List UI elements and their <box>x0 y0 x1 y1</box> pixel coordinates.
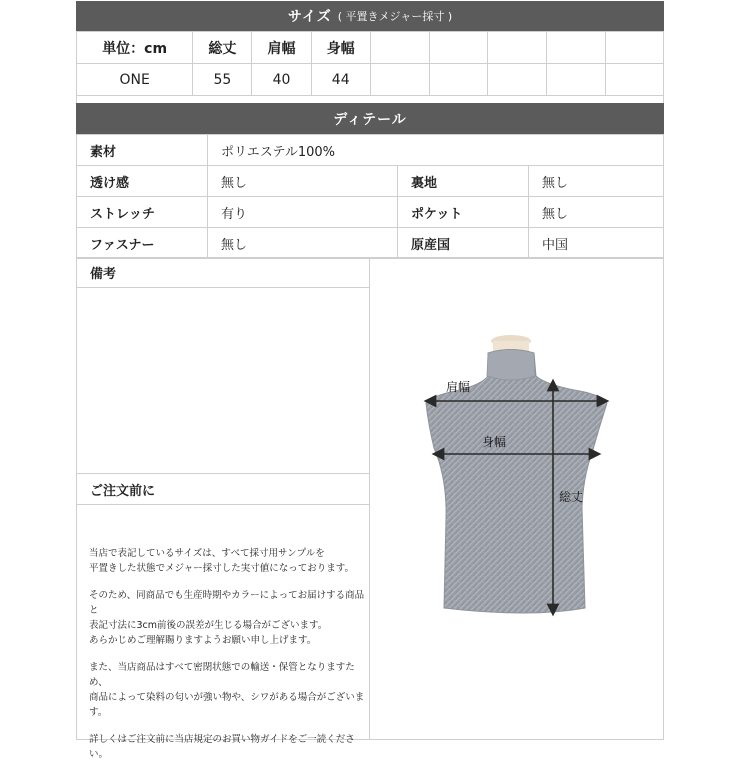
size-header-chest: 身幅 <box>311 32 370 64</box>
size-header-empty <box>429 32 488 64</box>
garment-collar <box>487 350 535 381</box>
detail-label-material: 素材 <box>77 135 208 166</box>
notes-line: 商品によって染料の匂いが強い物や、シワがある場合がございます。 <box>89 692 365 718</box>
notes-line: 詳しくはご注文前に当店規定のお買い物ガイドをご一読ください。 <box>89 734 355 760</box>
detail-value-material: ポリエステル100% <box>208 135 664 166</box>
detail-value-origin: 中国 <box>529 228 664 259</box>
detail-label-stretch: ストレッチ <box>77 197 208 228</box>
size-cell-empty <box>370 64 429 96</box>
size-cell-empty <box>429 64 488 96</box>
notes-line: また、当店商品はすべて密閉状態での輸送・保管となりますため、 <box>89 662 355 688</box>
detail-label-transparency: 透け感 <box>77 166 208 197</box>
size-cell-length: 55 <box>193 64 252 96</box>
detail-label-lining: 裏地 <box>398 166 529 197</box>
detail-value-transparency: 無し <box>208 166 398 197</box>
detail-table <box>76 134 664 259</box>
size-section-header <box>76 1 664 31</box>
order-notes-body <box>76 505 370 760</box>
size-header-empty <box>547 32 606 64</box>
detail-row <box>77 197 664 228</box>
size-cell-chest: 44 <box>311 64 370 96</box>
length-label: 総丈 <box>559 490 584 504</box>
product-image-panel <box>370 257 664 740</box>
size-table-row <box>77 64 664 96</box>
size-section-subtitle: ( 平置きメジャー採寸 ) <box>337 10 453 23</box>
order-notes-text <box>89 546 369 762</box>
size-table-header-row <box>77 32 664 64</box>
section-spacer <box>76 94 664 103</box>
detail-value-pocket: 無し <box>529 197 664 228</box>
size-header-empty <box>606 32 664 64</box>
size-cell-empty <box>547 64 606 96</box>
size-header-empty <box>370 32 429 64</box>
detail-section-header <box>76 103 664 134</box>
chest-label: 身幅 <box>482 435 507 449</box>
detail-label-zipper: ファスナー <box>77 228 208 259</box>
detail-row <box>77 228 664 259</box>
remarks-label <box>76 257 370 288</box>
shoulder-label: 肩幅 <box>446 380 471 394</box>
detail-label-origin: 原産国 <box>398 228 529 259</box>
notes-line: あらかじめご理解賜りますようお願い申し上げます。 <box>89 635 317 646</box>
notes-line: そのため、同商品でも生産時期やカラーによってお届けする商品と <box>89 590 365 616</box>
size-table <box>76 31 664 96</box>
size-section-title: サイズ <box>287 9 332 25</box>
size-header-length: 総丈 <box>193 32 252 64</box>
order-notes-label <box>76 474 370 505</box>
detail-value-lining: 無し <box>529 166 664 197</box>
size-header-shoulder: 肩幅 <box>252 32 311 64</box>
order-notes-title: ご注文前に <box>90 483 156 499</box>
size-header-unit: 単位：cm <box>77 32 193 64</box>
order-notes-paragraph <box>89 732 369 762</box>
order-notes-paragraph <box>89 588 369 648</box>
remarks-label-text: 備考 <box>90 267 117 282</box>
detail-value-zipper: 無し <box>208 228 398 259</box>
detail-value-stretch: 有り <box>208 197 398 228</box>
remarks-body <box>76 288 370 474</box>
size-cell-name: ONE <box>77 64 193 96</box>
notes-line: 平置きした状態でメジャー採寸した実寸値になっております。 <box>89 563 355 574</box>
size-header-empty <box>488 32 547 64</box>
detail-row <box>77 166 664 197</box>
detail-label-pocket: ポケット <box>398 197 529 228</box>
notes-line: 表記寸法に3cm前後の誤差が生じる場合がございます。 <box>89 620 328 631</box>
size-cell-empty <box>606 64 664 96</box>
notes-line: 当店で表記しているサイズは、すべて採寸用サンプルを <box>89 548 325 559</box>
order-notes-paragraph <box>89 546 369 576</box>
detail-section-title: ディテール <box>333 111 407 128</box>
size-cell-empty <box>488 64 547 96</box>
order-notes-paragraph <box>89 660 369 720</box>
product-image <box>370 258 664 741</box>
size-cell-shoulder: 40 <box>252 64 311 96</box>
detail-row-material <box>77 135 664 166</box>
